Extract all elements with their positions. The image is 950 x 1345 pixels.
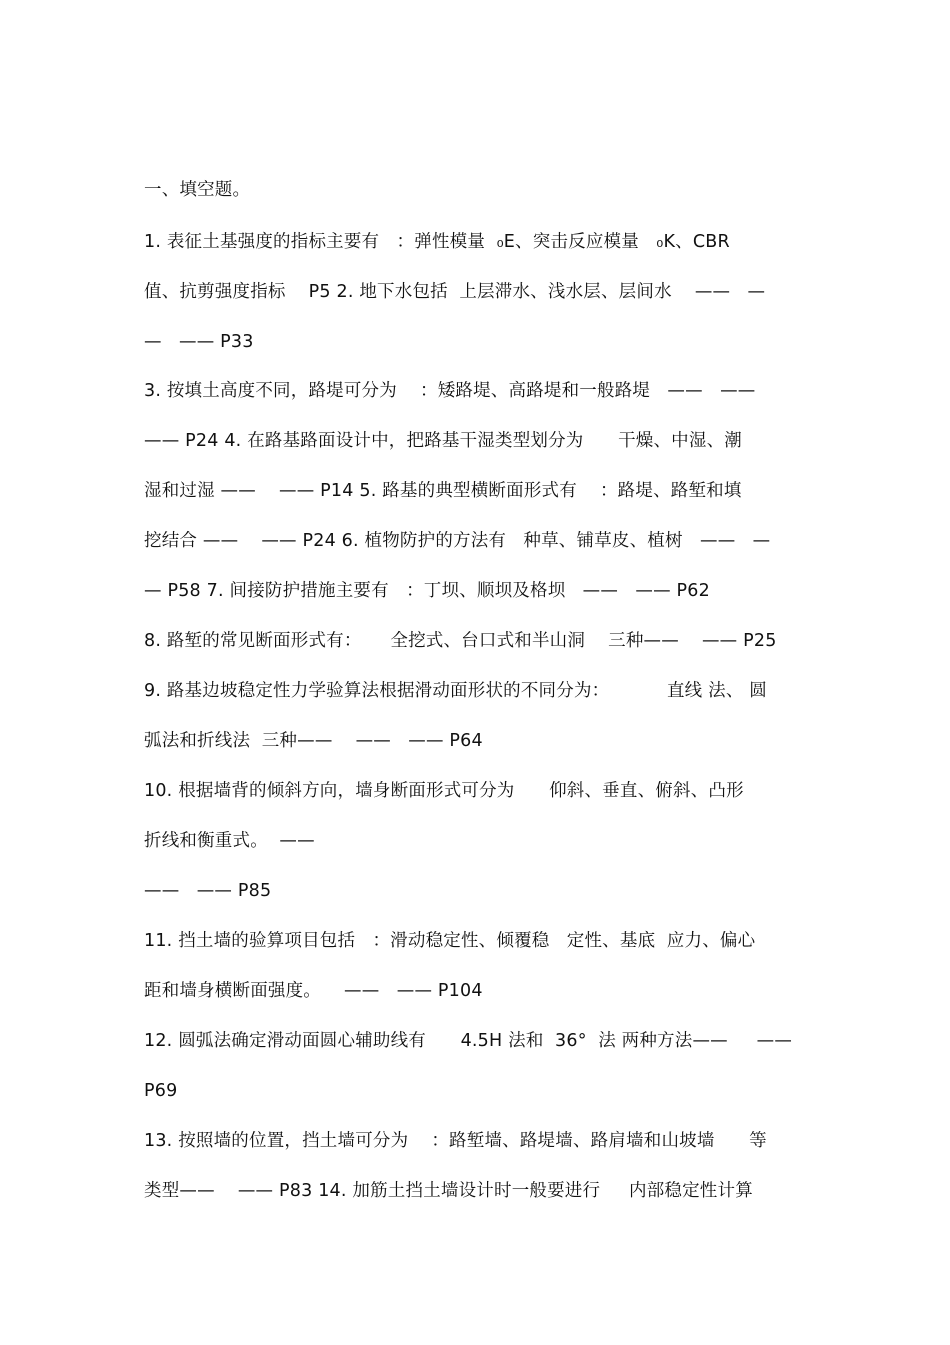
- text-line: 10. 根据墙背的倾斜方向，墙身断面形式可分为 仰斜、垂直、俯斜、凸形: [144, 781, 744, 801]
- text-line: 8. 路堑的常见断面形式有： 全挖式、台口式和半山洞 三种—— —— P25: [144, 631, 777, 651]
- text-line: —— —— P85: [144, 881, 272, 901]
- text-line: 折线和衡重式。 ——: [144, 831, 315, 851]
- text-line: 12. 圆弧法确定滑动面圆心辅助线有 4.5H 法和 36° 法 两种方法—— ——: [144, 1031, 793, 1051]
- text-line: —— P24 4. 在路基路面设计中，把路基干湿类型划分为 干燥、中湿、潮: [144, 431, 742, 451]
- text-line: 11. 挡土墙的验算项目包括 ：滑动稳定性、倾覆稳 定性、基底 应力、偏心: [144, 931, 756, 951]
- text-line: 1. 表征土基强度的指标主要有 ：弹性模量 ₀E、突击反应模量 ₀K、CBR: [144, 232, 730, 252]
- section-heading: 一、填空题。: [144, 180, 251, 200]
- text-line: 距和墙身横断面强度。 —— —— P104: [144, 981, 483, 1001]
- text-line: 3. 按填土高度不同，路堤可分为 ：矮路堤、高路堤和一般路堤 —— ——: [144, 381, 756, 401]
- text-line: — —— P33: [144, 332, 254, 352]
- text-line: 湿和过湿 —— —— P14 5. 路基的典型横断面形式有 ：路堤、路堑和填: [144, 481, 742, 501]
- text-line: 类型—— —— P83 14. 加筋土挡土墙设计时一般要进行 内部稳定性计算: [144, 1181, 753, 1201]
- text-line: 值、抗剪强度指标 P5 2. 地下水包括 上层滞水、浅水层、层间水 —— —: [144, 282, 766, 302]
- text-line: 13. 按照墙的位置，挡土墙可分为 ：路堑墙、路堤墙、路肩墙和山坡墙 等: [144, 1131, 767, 1151]
- text-line: 9. 路基边坡稳定性力学验算法根据滑动面形状的不同分为： 直线 法、 圆: [144, 681, 768, 701]
- text-line: P69: [144, 1081, 178, 1101]
- text-line: 挖结合 —— —— P24 6. 植物防护的方法有 种草、铺草皮、植树 —— —: [144, 531, 771, 551]
- text-line: 弧法和折线法 三种—— —— —— P64: [144, 731, 483, 751]
- text-line: — P58 7. 间接防护措施主要有 ：丁坝、顺坝及格坝 —— —— P62: [144, 581, 710, 601]
